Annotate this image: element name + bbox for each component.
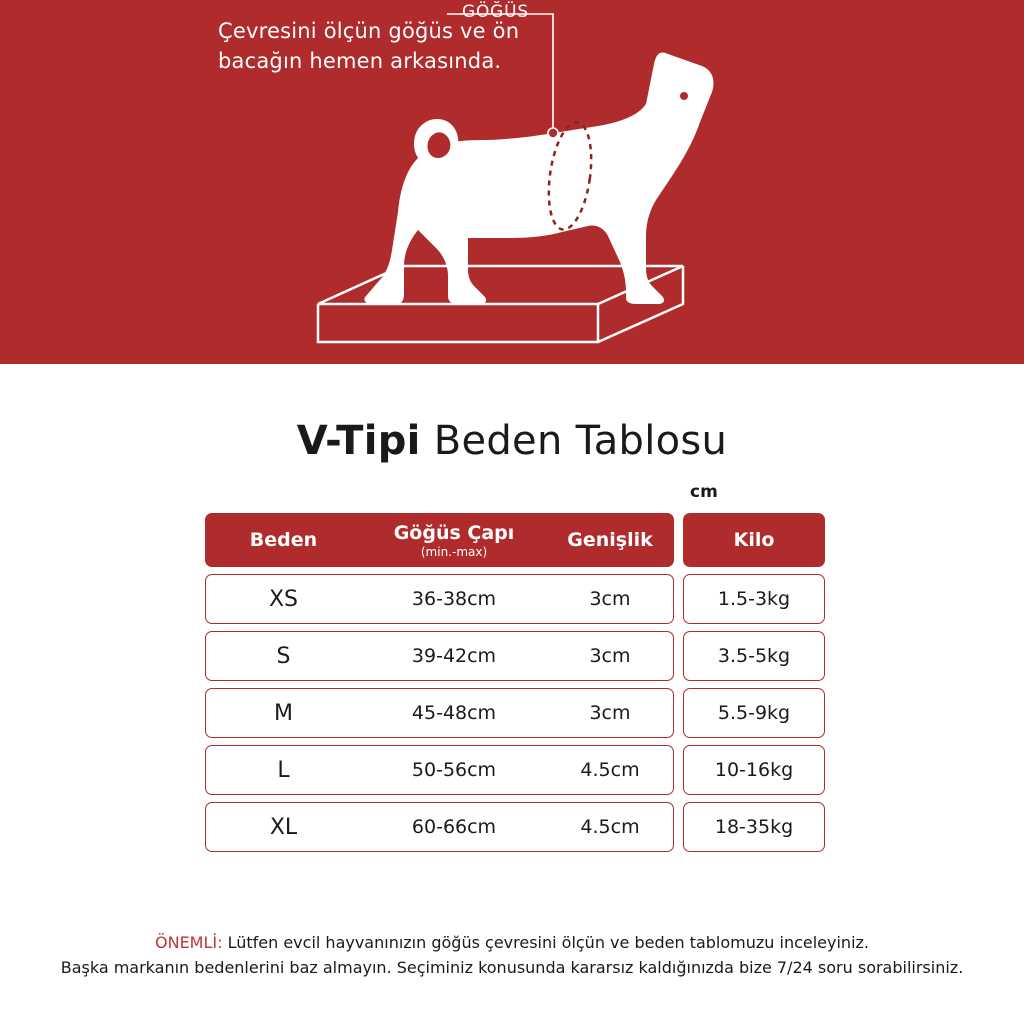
cell-genislik: 4.5cm <box>580 816 640 838</box>
cell-genislik: 4.5cm <box>580 759 640 781</box>
cell-gogus: 45-48cm <box>411 702 497 724</box>
header-kilo <box>684 514 824 566</box>
row-weight-group <box>683 688 825 738</box>
header-beden-label: Beden <box>249 529 318 551</box>
row-weight-group <box>683 631 825 681</box>
note-label: ÖNEMLİ: <box>155 933 223 952</box>
header-gogus-label: Göğüs Çapı <box>393 521 515 544</box>
header-kilo-label: Kilo <box>733 529 775 551</box>
cell-beden: XL <box>269 814 298 840</box>
cell-kilo: 1.5-3kg <box>717 588 791 610</box>
cell-kilo: 10-16kg <box>714 759 794 781</box>
hero-banner <box>0 0 1024 364</box>
hero-instruction-text: Çevresini ölçün göğüs ve ön bacağın hemen arkasında. <box>218 19 520 73</box>
cell-gogus: 36-38cm <box>411 588 497 610</box>
cell-beden: L <box>277 757 290 783</box>
header-gogus-sublabel: (min.-max) <box>420 544 488 559</box>
title-light-part: Beden Tablosu <box>420 418 728 464</box>
size-table <box>205 513 825 859</box>
unit-label: cm <box>690 482 718 502</box>
cell-genislik: 3cm <box>589 645 631 667</box>
table-row <box>205 574 825 624</box>
title-bold-part: V-Tipi <box>296 418 421 464</box>
header-beden <box>206 514 361 566</box>
row-main-group <box>205 574 674 624</box>
cell-genislik: 3cm <box>589 588 631 610</box>
important-note <box>0 930 1024 980</box>
row-main-group <box>205 745 674 795</box>
cell-gogus: 39-42cm <box>411 645 497 667</box>
header-genislik-label: Genişlik <box>567 529 653 551</box>
page-title <box>0 418 1024 464</box>
table-row <box>205 802 825 852</box>
cell-beden: XS <box>268 586 299 612</box>
header-genislik <box>547 514 673 566</box>
cell-kilo: 5.5-9kg <box>717 702 791 724</box>
row-main-group <box>205 631 674 681</box>
header-gogus <box>361 514 547 566</box>
row-main-group <box>205 802 674 852</box>
header-main-group <box>205 513 674 567</box>
gogus-callout-label: GÖĞÜS <box>462 2 529 22</box>
header-weight-group <box>683 513 825 567</box>
table-row <box>205 688 825 738</box>
table-row <box>205 631 825 681</box>
row-main-group <box>205 688 674 738</box>
note-line2: Başka markanın bedenlerini baz almayın. Seçiminiz konusunda kararsız kaldığınızda bize 7/24 soru sorabilirsiniz. <box>60 958 964 977</box>
table-row <box>205 745 825 795</box>
cell-beden: M <box>274 700 293 726</box>
note-line1: Lütfen evcil hayvanınızın göğüs çevresini ölçün ve beden tablomuzu inceleyiniz. <box>222 933 869 952</box>
cell-kilo: 18-35kg <box>714 816 794 838</box>
cell-kilo: 3.5-5kg <box>717 645 791 667</box>
cell-gogus: 50-56cm <box>411 759 497 781</box>
cell-gogus: 60-66cm <box>411 816 497 838</box>
cell-beden: S <box>276 643 291 669</box>
row-weight-group <box>683 802 825 852</box>
row-weight-group <box>683 574 825 624</box>
cell-genislik: 3cm <box>589 702 631 724</box>
table-header-row <box>205 513 825 567</box>
row-weight-group <box>683 745 825 795</box>
